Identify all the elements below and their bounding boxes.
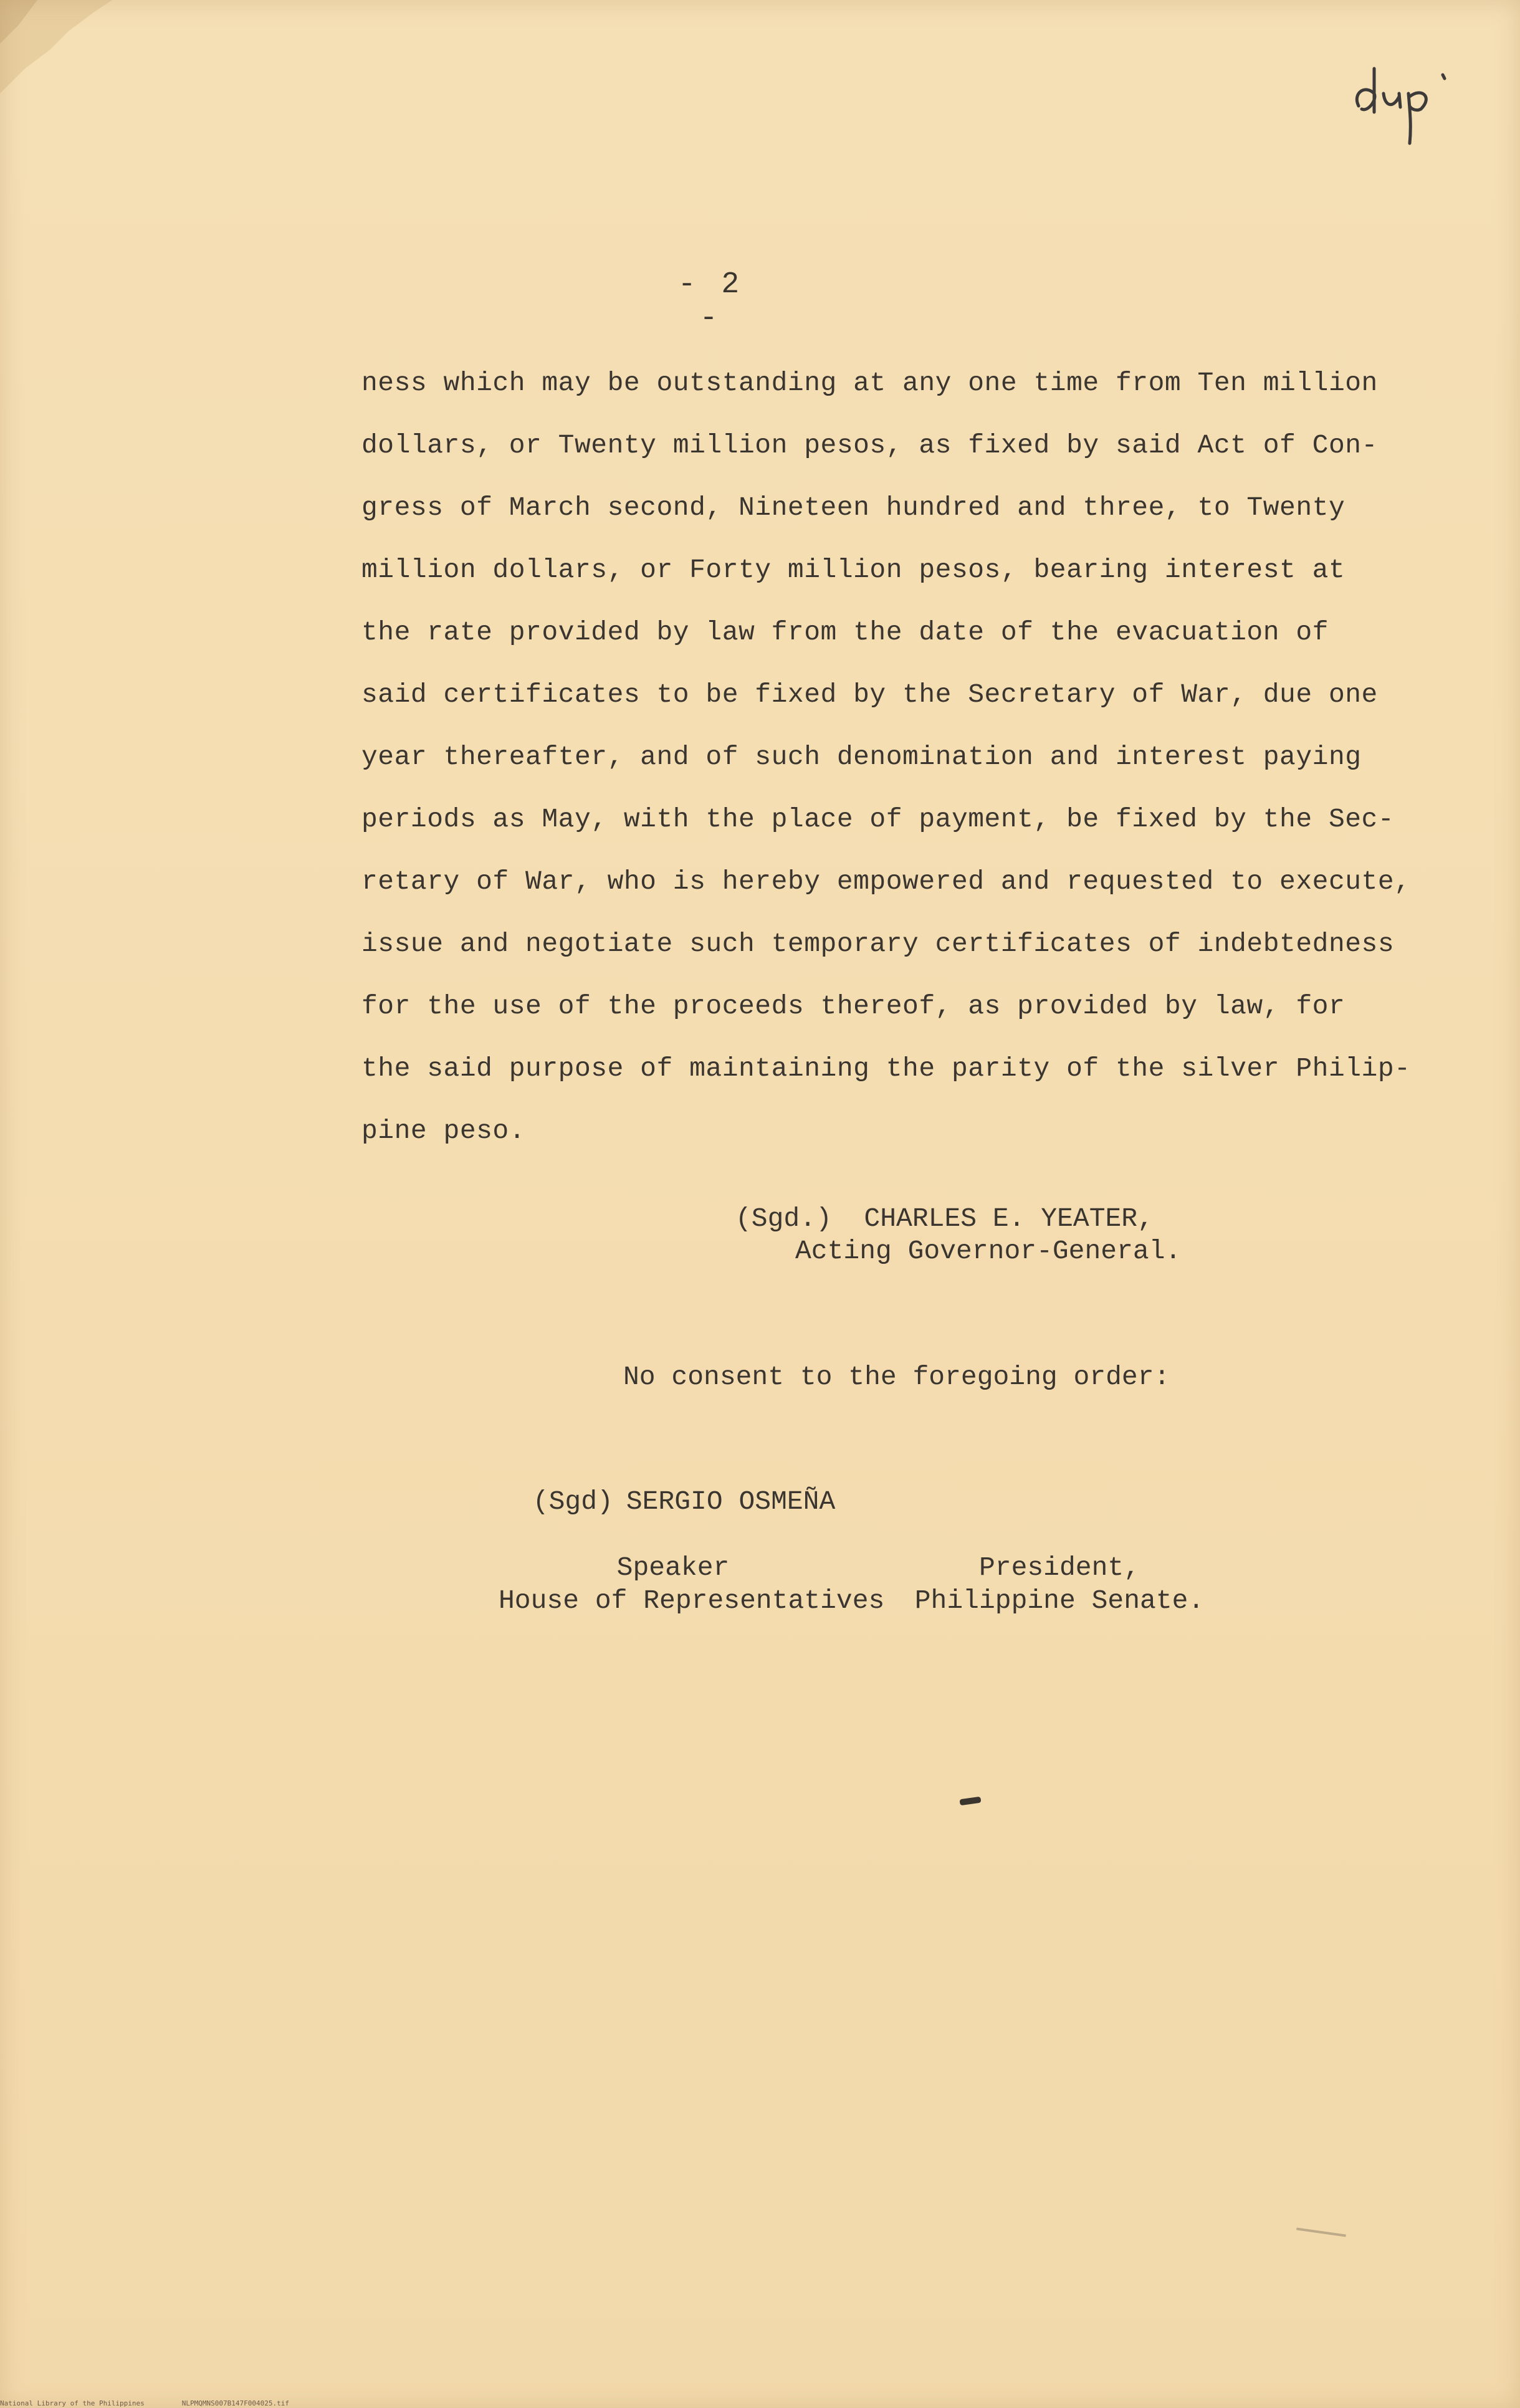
body-line: for the use of the proceeds thereof, as provided by law, for: [361, 991, 1346, 1021]
body-line: year thereafter, and of such denomination and interest paying: [361, 742, 1362, 772]
president-title: President,: [978, 1552, 1140, 1583]
torn-corner: [0, 0, 112, 93]
speaker-signature-line: [436, 1452, 1246, 1551]
handwritten-annotation: [1340, 50, 1465, 150]
body-line: said certificates to be fixed by the Secretary of War, due one: [361, 679, 1378, 710]
page-number: - 2 -: [677, 268, 743, 335]
ink-dash: [959, 1797, 981, 1806]
signature-block: [735, 1203, 1181, 1268]
body-line: ness which may be outstanding at any one time from Ten million: [361, 368, 1378, 398]
approvals-block: [436, 1452, 1246, 1620]
sgd-prefix: (Sgd): [532, 1486, 613, 1517]
library-credit: National Library of the Philippines: [0, 2399, 145, 2407]
speaker-column: [499, 1551, 885, 1617]
body-line: million dollars, or Forty million pesos, bearing interest at: [361, 555, 1346, 585]
president-column: [910, 1551, 1209, 1617]
speaker-title: Speaker: [616, 1552, 730, 1583]
body-line: pine peso.: [361, 1116, 526, 1146]
body-line: periods as May, with the place of payment, be fixed by the Sec-: [361, 804, 1395, 834]
body-line: the rate provided by law from the date of the evacuation of: [361, 617, 1329, 647]
body-line: dollars, or Twenty million pesos, as fixed by said Act of Con-: [361, 430, 1378, 461]
house-name: House of Representatives: [499, 1585, 885, 1616]
scan-footer: [0, 2399, 327, 2407]
senate-name: Philippine Senate.: [914, 1585, 1205, 1616]
signatory-title: Acting Governor-General.: [795, 1236, 1182, 1266]
stray-mark: [1296, 2227, 1346, 2237]
speaker-name: SERGIO OSMEÑA: [626, 1486, 836, 1517]
body-text: [361, 361, 1411, 1172]
file-name: NLPMQMNS007B147F004025.tif: [181, 2399, 289, 2407]
body-line: gress of March second, Nineteen hundred and three, to Twenty: [361, 492, 1346, 523]
consent-line: No consent to the foregoing order:: [623, 1362, 1170, 1392]
approval-columns: [436, 1551, 1246, 1620]
body-line: retary of War, who is hereby empowered and requested to execute,: [361, 866, 1411, 897]
signatory-name: (Sgd.) CHARLES E. YEATER,: [735, 1203, 1154, 1234]
body-line: the said purpose of maintaining the parity of the silver Philip-: [361, 1053, 1411, 1084]
body-line: issue and negotiate such temporary certificates of indebtedness: [361, 929, 1395, 959]
